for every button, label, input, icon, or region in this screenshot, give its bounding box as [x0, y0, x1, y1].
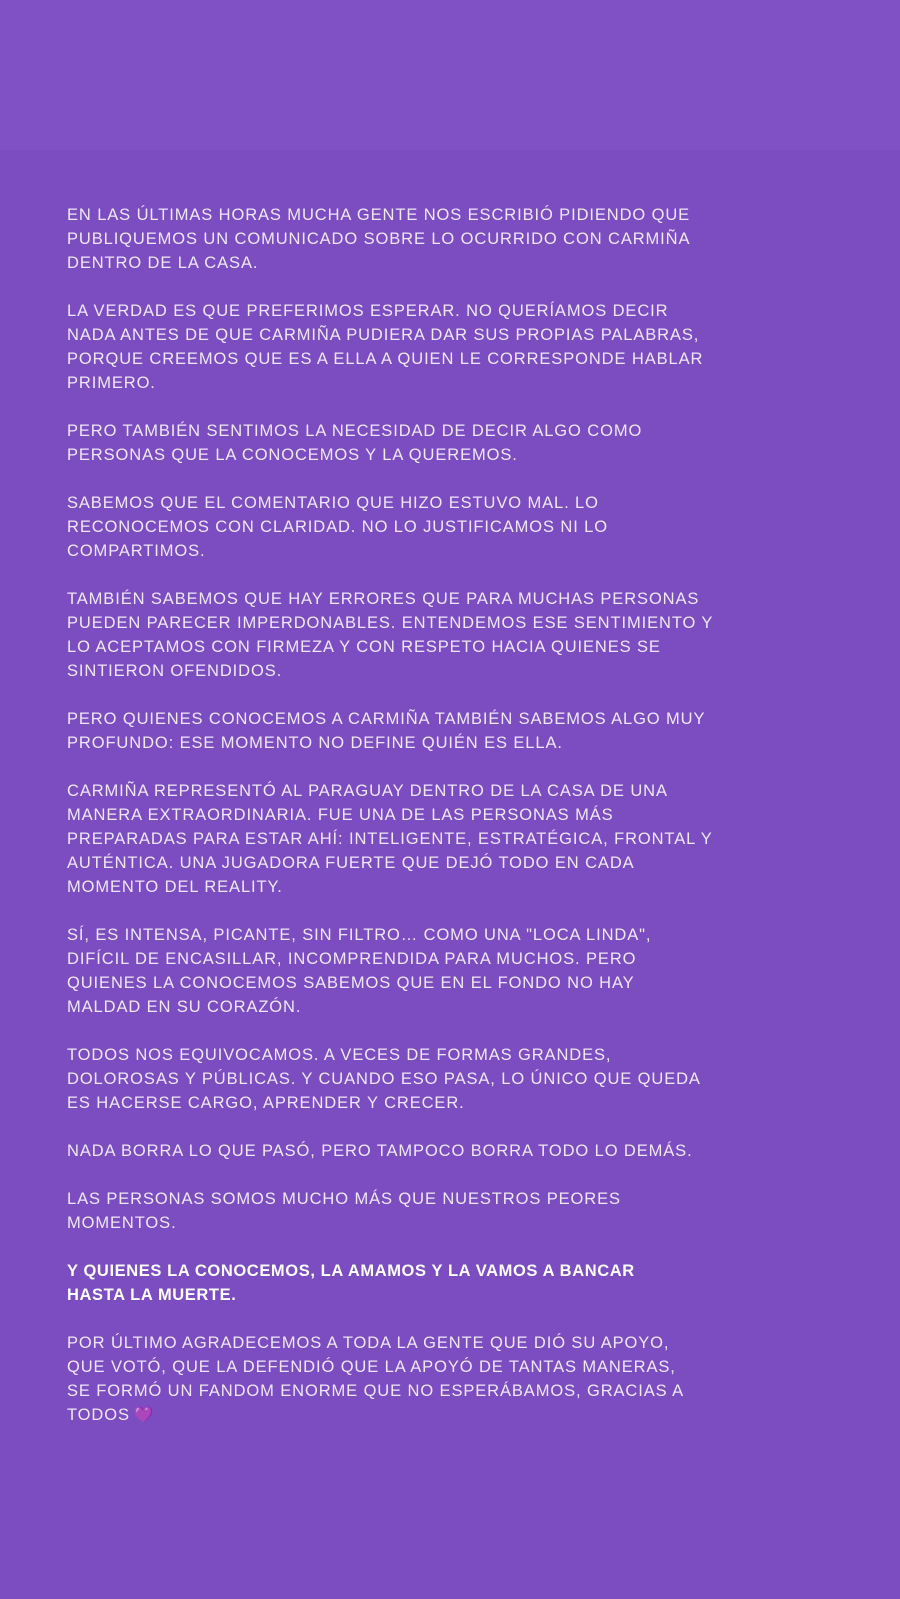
text-line	[67, 803, 867, 827]
statement-text	[67, 203, 867, 1452]
text-line	[67, 659, 867, 683]
text-line	[67, 251, 867, 275]
text-line	[67, 731, 867, 755]
text-line	[67, 635, 867, 659]
text-line	[67, 1187, 867, 1211]
text-line-content: AUTÉNTICA. UNA JUGADORA FUERTE QUE DEJÓ TODO EN CADA	[67, 854, 635, 872]
text-line-content: LA VERDAD ES QUE PREFERIMOS ESPERAR. NO QUERÍAMOS DECIR	[67, 302, 669, 320]
text-line-content: LO ACEPTAMOS CON FIRMEZA Y CON RESPETO HACIA QUIENES SE	[67, 638, 661, 656]
text-line	[67, 971, 867, 995]
text-line-content: EN LAS ÚLTIMAS HORAS MUCHA GENTE NOS ESCRIBIÓ PIDIENDO QUE	[67, 206, 691, 224]
text-line	[67, 1211, 867, 1235]
text-line	[67, 515, 867, 539]
text-line-content: MOMENTO DEL REALITY.	[67, 878, 283, 896]
paragraph	[67, 203, 867, 275]
text-line	[67, 1403, 867, 1428]
text-line-content: SÍ, ES INTENSA, PICANTE, SIN FILTRO… COMO UNA "LOCA LINDA",	[67, 926, 652, 944]
paragraph	[67, 299, 867, 395]
text-line-content: PUBLIQUEMOS UN COMUNICADO SOBRE LO OCURRIDO CON CARMIÑA	[67, 230, 691, 248]
text-line-content: ES HACERSE CARGO, APRENDER Y CRECER.	[67, 1094, 465, 1112]
text-line	[67, 299, 867, 323]
text-line-content: SINTIERON OFENDIDOS.	[67, 662, 283, 680]
text-line-content: LAS PERSONAS SOMOS MUCHO MÁS QUE NUESTROS PEORES	[67, 1190, 621, 1208]
text-line-content: QUIENES LA CONOCEMOS SABEMOS QUE EN EL FONDO NO HAY	[67, 974, 635, 992]
text-line	[67, 611, 867, 635]
text-line-content: DENTRO DE LA CASA.	[67, 254, 259, 272]
text-line	[67, 1379, 867, 1403]
text-line-content: COMPARTIMOS.	[67, 542, 206, 560]
text-line	[67, 1139, 867, 1163]
text-line-content: PUEDEN PARECER IMPERDONABLES. ENTENDEMOS ESE SENTIMIENTO Y	[67, 614, 714, 632]
text-line-content: DIFÍCIL DE ENCASILLAR, INCOMPRENDIDA PARA MUCHOS. PERO	[67, 950, 637, 968]
text-line	[67, 875, 867, 899]
paragraph	[67, 923, 867, 1019]
text-line	[67, 707, 867, 731]
text-line	[67, 491, 867, 515]
text-line	[67, 443, 867, 467]
text-line-content: POR ÚLTIMO AGRADECEMOS A TODA LA GENTE QUE DIÓ SU APOYO,	[67, 1334, 670, 1352]
text-line-content: PORQUE CREEMOS QUE ES A ELLA A QUIEN LE CORRESPONDE HABLAR	[67, 350, 704, 368]
text-line	[67, 1067, 867, 1091]
text-line	[67, 1259, 867, 1283]
purple-heart-icon: 💜	[133, 1407, 155, 1424]
text-line-content: DOLOROSAS Y PÚBLICAS. Y CUANDO ESO PASA, LO ÚNICO QUE QUEDA	[67, 1070, 701, 1088]
text-line-content: PERSONAS QUE LA CONOCEMOS Y LA QUEREMOS.	[67, 446, 518, 464]
text-line-content: CARMIÑA REPRESENTÓ AL PARAGUAY DENTRO DE LA CASA DE UNA	[67, 782, 668, 800]
text-line-content: MALDAD EN SU CORAZÓN.	[67, 998, 302, 1016]
text-line-content: PREPARADAS PARA ESTAR AHÍ: INTELIGENTE, ESTRATÉGICA, FRONTAL Y	[67, 830, 713, 848]
top-band	[0, 0, 900, 150]
paragraph	[67, 491, 867, 563]
text-line-content: NADA ANTES DE QUE CARMIÑA PUDIERA DAR SUS PROPIAS PALABRAS,	[67, 326, 700, 344]
text-line	[67, 923, 867, 947]
text-line	[67, 227, 867, 251]
text-line-content: TODOS	[67, 1406, 130, 1424]
paragraph	[67, 587, 867, 683]
text-line-content: MANERA EXTRAORDINARIA. FUE UNA DE LAS PERSONAS MÁS	[67, 806, 614, 824]
text-line	[67, 347, 867, 371]
text-line-content: PERO TAMBIÉN SENTIMOS LA NECESIDAD DE DECIR ALGO COMO	[67, 422, 643, 440]
text-line	[67, 1331, 867, 1355]
text-line	[67, 1355, 867, 1379]
text-line	[67, 947, 867, 971]
text-line	[67, 539, 867, 563]
paragraph	[67, 419, 867, 467]
text-line-content: PROFUNDO: ESE MOMENTO NO DEFINE QUIÉN ES ELLA.	[67, 734, 563, 752]
text-line	[67, 587, 867, 611]
paragraph	[67, 1331, 867, 1428]
text-line	[67, 1043, 867, 1067]
paragraph-emphasis	[67, 1259, 867, 1307]
text-line	[67, 779, 867, 803]
text-line-content: Y QUIENES LA CONOCEMOS, LA AMAMOS Y LA VAMOS A BANCAR	[67, 1262, 635, 1280]
text-line	[67, 419, 867, 443]
text-line	[67, 371, 867, 395]
text-line-content: HASTA LA MUERTE.	[67, 1286, 237, 1304]
text-line	[67, 1283, 867, 1307]
text-line-content: MOMENTOS.	[67, 1214, 177, 1232]
paragraph	[67, 779, 867, 899]
text-line-content: SABEMOS QUE EL COMENTARIO QUE HIZO ESTUVO MAL. LO	[67, 494, 599, 512]
paragraph	[67, 707, 867, 755]
text-line	[67, 851, 867, 875]
paragraph	[67, 1139, 867, 1163]
text-line-content: TAMBIÉN SABEMOS QUE HAY ERRORES QUE PARA MUCHAS PERSONAS	[67, 590, 700, 608]
text-line	[67, 827, 867, 851]
text-line-content: QUE VOTÓ, QUE LA DEFENDIÓ QUE LA APOYÓ DE TANTAS MANERAS,	[67, 1358, 676, 1376]
paragraph	[67, 1043, 867, 1115]
text-line-content: NADA BORRA LO QUE PASÓ, PERO TAMPOCO BORRA TODO LO DEMÁS.	[67, 1142, 693, 1160]
text-line-content: TODOS NOS EQUIVOCAMOS. A VECES DE FORMAS GRANDES,	[67, 1046, 612, 1064]
text-line	[67, 323, 867, 347]
text-line-content: SE FORMÓ UN FANDOM ENORME QUE NO ESPERÁBAMOS, GRACIAS A	[67, 1382, 685, 1400]
text-line-content: PERO QUIENES CONOCEMOS A CARMIÑA TAMBIÉN SABEMOS ALGO MUY	[67, 710, 706, 728]
text-line	[67, 995, 867, 1019]
text-line	[67, 1091, 867, 1115]
paragraph	[67, 1187, 867, 1235]
text-line-content: RECONOCEMOS CON CLARIDAD. NO LO JUSTIFICAMOS NI LO	[67, 518, 608, 536]
text-line	[67, 203, 867, 227]
text-line-content: PRIMERO.	[67, 374, 156, 392]
